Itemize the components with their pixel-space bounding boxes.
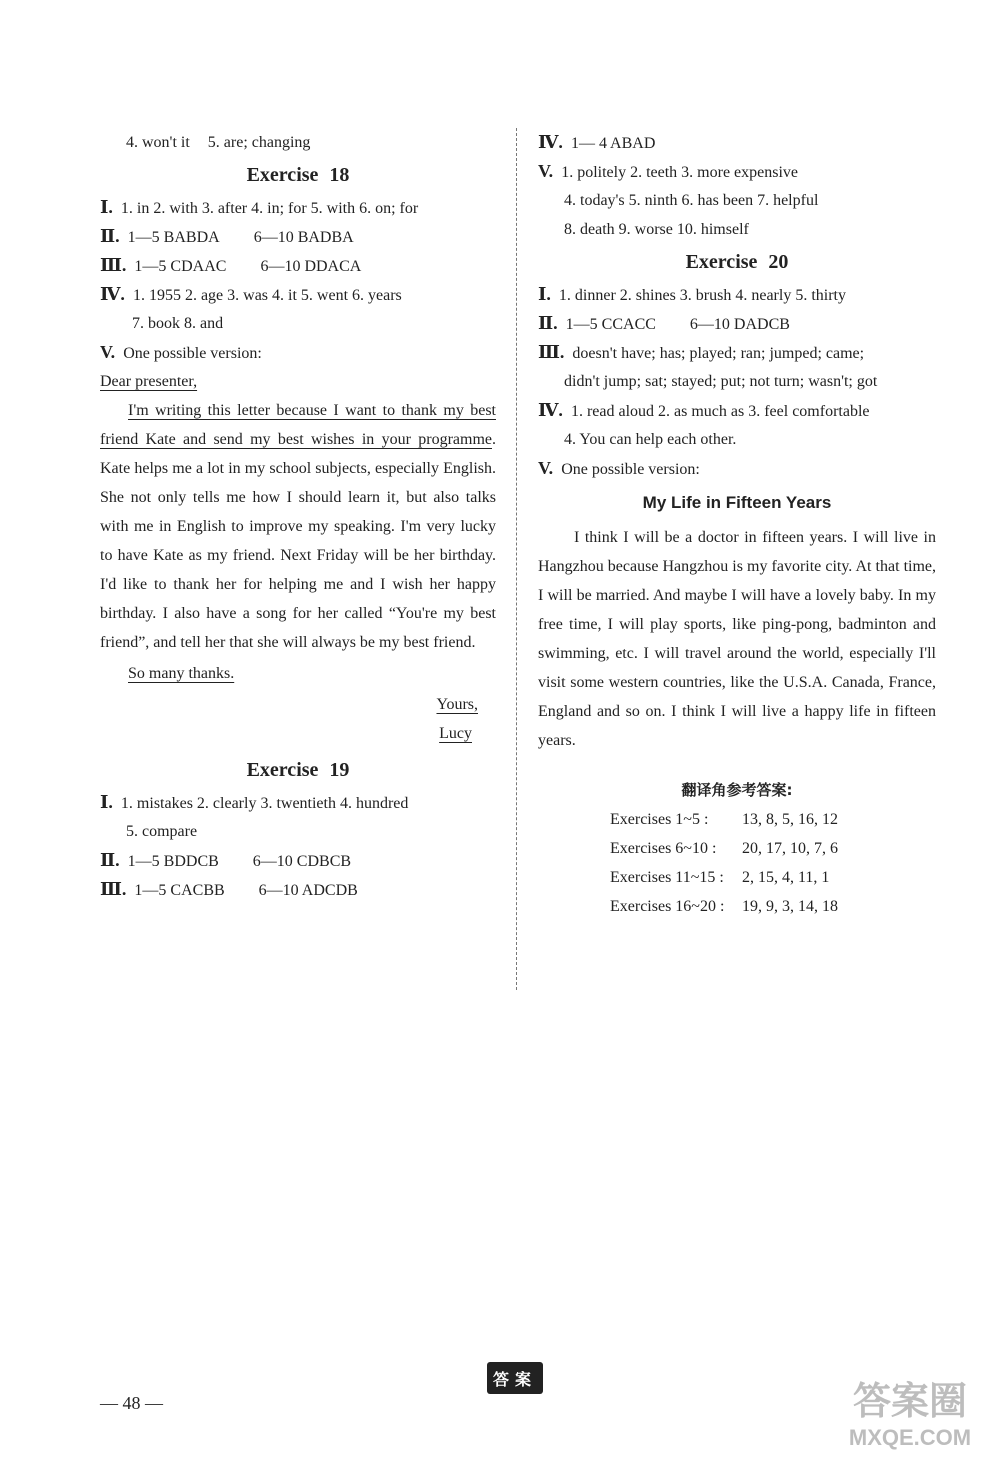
ex19-section-1 [100, 788, 496, 817]
page-number: — 48 — [100, 1393, 163, 1413]
section-answers: 1—5 BABDA [127, 229, 220, 246]
essay-title: My Life in Fifteen Years [642, 493, 832, 512]
section-answers: 1—5 CCACC [565, 316, 656, 333]
right-column [538, 128, 936, 921]
exercise-18-title: Exercise 18 [246, 164, 350, 186]
section-number: V. [538, 458, 554, 478]
letter-body-underlined: I'm writing this letter because I want to thank my best friend Kate and send my best wishes in your programme [100, 402, 496, 448]
translation-answer-row [538, 892, 936, 921]
letter-signoff: Yours, [436, 696, 478, 713]
letter-closing: So many thanks. [128, 665, 235, 682]
section-answers: 1. read aloud 2. as much as 3. feel comfortable [570, 403, 870, 420]
letter-closing-row [100, 659, 496, 688]
translation-answer-label: Exercises 11~15 : [610, 869, 724, 886]
ex19-section-2 [100, 846, 496, 875]
essay-body: I think I will be a doctor in fifteen years. I will live in Hangzhou because Hangzhou is my favorite city. At that time, I will be married. And maybe I will have a lovely baby. In my free time, I will play sports, like ping-pong, badminton and swimming, etc. I will travel around the world, especially I'll visit some western countries, like the U.S.A. Canada, France, England and so on. I think I will live a happy life in fifteen years. [538, 529, 936, 749]
translation-answer-values: 19, 9, 3, 14, 18 [742, 898, 838, 915]
letter-sign-row-1 [100, 690, 496, 719]
translation-answers-title: 翻译角参考答案: [681, 781, 793, 799]
translation-answers-list [538, 805, 936, 921]
section-answers: 1. dinner 2. shines 3. brush 4. nearly 5. thirty [558, 287, 846, 304]
exercise-19-title: Exercise 19 [246, 759, 350, 781]
section-number: Ⅰ. [100, 792, 113, 812]
section-answers: doesn't have; has; played; ran; jumped; came; [572, 345, 865, 362]
section-number: Ⅲ. [100, 255, 127, 275]
top-answers [100, 128, 496, 157]
ex18-section-1 [100, 193, 496, 222]
translation-answer-row [538, 863, 936, 892]
answer-badge-label: 答案 [492, 1369, 537, 1389]
section-number: Ⅰ. [538, 284, 551, 304]
translation-answer-values: 2, 15, 4, 11, 1 [742, 869, 830, 886]
section-answers: 1— 4 ABAD [570, 135, 656, 152]
section-number: Ⅳ. [538, 132, 563, 152]
section-answers: 1. 1955 2. age 3. was 4. it 5. went 6. years [132, 287, 402, 304]
section-answers: One possible version: [561, 461, 700, 478]
column-divider [516, 128, 517, 990]
section-number: Ⅳ. [100, 284, 125, 304]
ex18-section-2 [100, 222, 496, 251]
ex20-section-5 [538, 454, 936, 483]
section-answers: 6—10 DDACA [260, 258, 362, 275]
section-answers: 6—10 CDBCB [252, 853, 352, 870]
section-answers: 1—5 CDAAC [134, 258, 227, 275]
watermark-url: MXQE.COM [848, 1425, 972, 1450]
section-answers-continued: didn't jump; sat; stayed; put; not turn; wasn't; got [564, 373, 878, 390]
section-answers-continued: 4. You can help each other. [564, 431, 737, 448]
section-number: Ⅲ. [100, 879, 127, 899]
ex20-section-1 [538, 280, 936, 309]
section-number: Ⅰ. [100, 197, 113, 217]
letter-sign-row-2 [100, 719, 496, 748]
answer-item: 4. won't it [126, 134, 190, 151]
letter-body [100, 396, 496, 657]
ex18-section-3 [100, 251, 496, 280]
section-answers-continued: 4. today's 5. ninth 6. has been 7. helpful [564, 192, 819, 209]
section-answers: 6—10 BADBA [253, 229, 354, 246]
section-number: Ⅱ. [100, 226, 120, 246]
translation-answer-row [538, 834, 936, 863]
section-answers: 1. in 2. with 3. after 4. in; for 5. with 6. on; for [120, 200, 419, 217]
ex19-section-5 [538, 157, 936, 186]
section-number: Ⅱ. [100, 850, 120, 870]
letter-greeting: Dear presenter, [100, 373, 198, 390]
section-answers-continued: 7. book 8. and [132, 315, 224, 332]
ex20-section-3 [538, 338, 936, 367]
section-number: Ⅱ. [538, 313, 558, 333]
left-column [100, 128, 496, 904]
translation-answer-values: 20, 17, 10, 7, 6 [742, 840, 838, 857]
section-answers: One possible version: [123, 345, 262, 362]
translation-answer-row [538, 805, 936, 834]
ex18-section-4 [100, 280, 496, 309]
watermark [830, 1380, 990, 1452]
letter-body-text: . Kate helps me a lot in my school subjects, especially English. She not only tells me how I should learn it, but also talks with me in English to improve my speaking. I'm very lucky to have Kate as my friend. Next Friday will be her birthday. I'd like to thank her for helping me and I wish her happy birthday. I also have a song for her called “You're my best friend”, and tell her that she will always be my best friend. [100, 431, 496, 651]
letter-signature: Lucy [439, 725, 472, 742]
translation-answer-label: Exercises 1~5 : [610, 811, 709, 828]
section-number: V. [538, 161, 554, 181]
section-number: Ⅲ. [538, 342, 565, 362]
section-answers: 1. mistakes 2. clearly 3. twentieth 4. hundred [120, 795, 409, 812]
translation-answer-label: Exercises 6~10 : [610, 840, 717, 857]
section-number: V. [100, 342, 116, 362]
section-answers: 1—5 CACBB [134, 882, 225, 899]
ex19-section-3 [100, 875, 496, 904]
answer-item: 5. are; changing [207, 134, 311, 151]
watermark-logo: 答案圈 [852, 1381, 967, 1423]
section-answers: 6—10 ADCDB [258, 882, 358, 899]
translation-answer-label: Exercises 16~20 : [610, 898, 725, 915]
section-answers: 1—5 BDDCB [127, 853, 219, 870]
section-answers-continued: 5. compare [126, 823, 198, 840]
section-answers: 6—10 DADCB [689, 316, 790, 333]
section-answers: 1. politely 2. teeth 3. more expensive [561, 164, 799, 181]
ex18-section-5 [100, 338, 496, 367]
exercise-20-title: Exercise 20 [685, 251, 789, 273]
section-answers-continued: 8. death 9. worse 10. himself [564, 221, 749, 238]
ex19-section-4 [538, 128, 936, 157]
answer-badge [487, 1362, 543, 1394]
ex20-section-4 [538, 396, 936, 425]
translation-answer-values: 13, 8, 5, 16, 12 [742, 811, 838, 828]
ex20-section-2 [538, 309, 936, 338]
section-number: Ⅳ. [538, 400, 563, 420]
